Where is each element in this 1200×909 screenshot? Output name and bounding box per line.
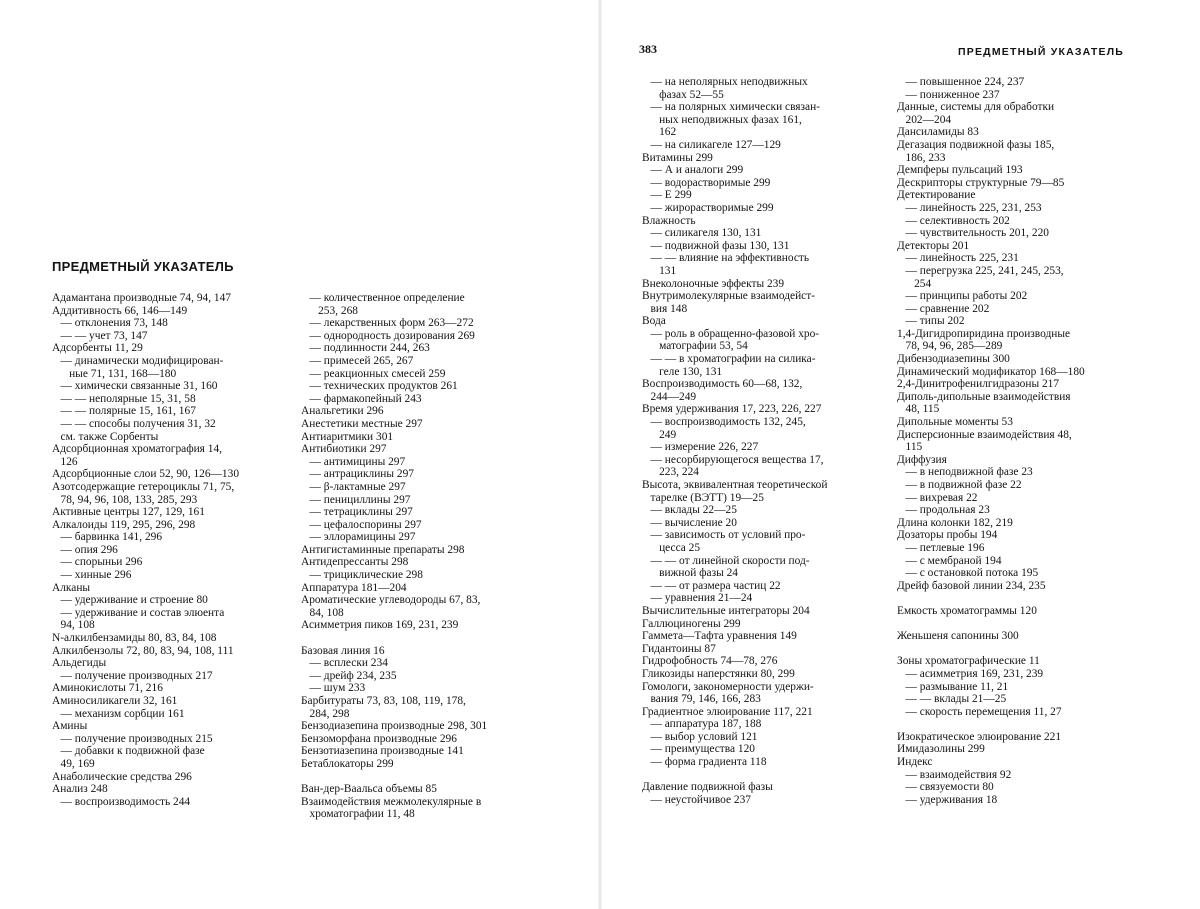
index-entry: 284, 298 bbox=[301, 707, 350, 720]
index-entry: — удерживания 18 bbox=[897, 793, 998, 806]
index-entry: — барвинка 141, 296 bbox=[52, 531, 163, 544]
index-entry: — — учет 73, 147 bbox=[52, 329, 148, 342]
index-entry: 84, 108 bbox=[301, 606, 344, 619]
index-entry: — технических продуктов 261 bbox=[301, 380, 458, 393]
index-entry: Аминосиликагели 32, 161 bbox=[52, 695, 178, 707]
index-entry: — жирорастворимые 299 bbox=[642, 201, 774, 214]
index-entry: Бензоморфана производные 296 bbox=[301, 732, 457, 745]
index-entry: — хинные 296 bbox=[52, 569, 132, 582]
index-entry: — на полярных химически связан- bbox=[642, 101, 820, 114]
index-entry: — с мембраной 194 bbox=[897, 554, 1002, 567]
index-entry: Дрейф базовой линии 234, 235 bbox=[897, 579, 1046, 592]
index-entry: 253, 268 bbox=[301, 304, 358, 317]
index-entry: 94, 108 bbox=[52, 619, 95, 632]
index-column-2 bbox=[301, 292, 551, 821]
index-entry: — в неподвижной фазе 23 bbox=[897, 466, 1033, 479]
index-entry: — химически связанные 31, 160 bbox=[52, 380, 218, 393]
index-entry: Зоны хроматографические 11 bbox=[897, 655, 1040, 668]
index-entry: — типы 202 bbox=[897, 315, 965, 328]
index-entry: Бетаблокаторы 299 bbox=[301, 757, 394, 770]
index-entry: — форма градиента 118 bbox=[642, 756, 767, 769]
index-entry: Асимметрия пиков 169, 231, 239 bbox=[301, 619, 459, 632]
index-entry: — селективность 202 bbox=[897, 214, 1010, 227]
index-entry: — измерение 226, 227 bbox=[642, 441, 759, 454]
index-entry: Высота, эквивалентная теоретической bbox=[642, 479, 828, 491]
index-entry: Бензодиазепина производные 298, 301 bbox=[301, 720, 488, 733]
index-entry: 115 bbox=[897, 441, 923, 454]
index-entry: Время удерживания 17, 223, 226, 227 bbox=[642, 403, 822, 416]
index-entry: Гомологи, закономерности удержи- bbox=[642, 680, 814, 693]
index-entry: 78, 94, 96, 285—289 bbox=[897, 340, 1003, 353]
index-entry: Антидепрессанты 298 bbox=[301, 556, 409, 569]
index-entry: Адамантана производные 74, 94, 147 bbox=[52, 292, 231, 304]
index-entry: Диффузия bbox=[897, 453, 947, 466]
index-entry: Антибиотики 297 bbox=[301, 443, 387, 456]
index-spacer bbox=[642, 769, 887, 782]
index-entry: — антимицины 297 bbox=[301, 455, 406, 468]
index-entry: Воспроизводимость 60—68, 132, bbox=[642, 378, 803, 391]
index-entry: Емкость хроматограммы 120 bbox=[897, 604, 1037, 617]
index-entry: Внеколоночные эффекты 239 bbox=[642, 277, 785, 290]
index-entry: Градиентное элюирование 117, 221 bbox=[642, 705, 813, 718]
index-entry: — воспроизводимость 132, 245, bbox=[642, 416, 806, 429]
index-spacer bbox=[897, 618, 1142, 631]
index-entry: 131 bbox=[642, 264, 677, 277]
index-entry: вия 148 bbox=[642, 302, 688, 315]
index-entry: Алкилбензолы 72, 80, 83, 94, 108, 111 bbox=[52, 644, 234, 657]
index-entry: — пониженное 237 bbox=[897, 88, 1000, 101]
section-title: ПРЕДМЕТНЫЙ УКАЗАТЕЛЬ bbox=[52, 259, 234, 274]
index-entry: Имидазолины 299 bbox=[897, 743, 985, 756]
index-entry: 78, 94, 96, 108, 133, 285, 293 bbox=[52, 493, 198, 506]
index-entry: Дибензодиазепины 300 bbox=[897, 353, 1010, 366]
index-entry: — трициклические 298 bbox=[301, 569, 423, 582]
index-entry: — антрациклины 297 bbox=[301, 468, 414, 481]
index-entry: Альдегиды bbox=[52, 657, 107, 670]
index-entry: Адсорбционные слои 52, 90, 126—130 bbox=[52, 468, 240, 481]
index-entry: — размывание 11, 21 bbox=[897, 680, 1009, 693]
index-entry: — воспроизводимость 244 bbox=[52, 795, 191, 808]
index-entry: тарелке (ВЭТТ) 19—25 bbox=[642, 491, 764, 504]
index-entry: — фармакопейный 243 bbox=[301, 392, 422, 405]
index-entry: Динамический модификатор 168—180 bbox=[897, 365, 1085, 378]
index-entry: хроматографии 11, 48 bbox=[301, 808, 415, 821]
index-entry: — β-лактамные 297 bbox=[301, 480, 406, 493]
index-entry: — с остановкой потока 195 bbox=[897, 567, 1039, 580]
index-entry: — линейность 225, 231 bbox=[897, 252, 1019, 265]
index-entry: ные 71, 131, 168—180 bbox=[52, 367, 177, 380]
index-entry: — — от линейной скорости под- bbox=[642, 554, 810, 567]
index-entry: — тетрациклины 297 bbox=[301, 506, 413, 519]
index-entry: — примесей 265, 267 bbox=[301, 354, 414, 367]
index-entry: — принципы работы 202 bbox=[897, 290, 1028, 303]
index-entry: — — в хроматографии на силика- bbox=[642, 353, 816, 366]
index-entry: — — полярные 15, 161, 167 bbox=[52, 405, 196, 418]
index-entry: — асимметрия 169, 231, 239 bbox=[897, 667, 1044, 680]
index-entry: Индекс bbox=[897, 756, 933, 769]
index-entry: — вклады 22—25 bbox=[642, 504, 737, 517]
index-entry: — количественное определение bbox=[301, 292, 465, 304]
index-entry: — добавки к подвижной фазе bbox=[52, 745, 205, 758]
index-entry: Ароматические углеводороды 67, 83, bbox=[301, 594, 481, 607]
index-entry: Дансиламиды 83 bbox=[897, 126, 979, 139]
index-entry: Аппаратура 181—204 bbox=[301, 581, 407, 594]
index-entry: Бензотиазепина производные 141 bbox=[301, 745, 464, 758]
index-entry: — удерживание и состав элюента bbox=[52, 606, 225, 619]
index-entry: вижной фазы 24 bbox=[642, 567, 738, 580]
index-entry: Дескрипторы структурные 79—85 bbox=[897, 176, 1065, 189]
index-entry: Демпферы пульсаций 193 bbox=[897, 164, 1023, 177]
index-spacer bbox=[897, 718, 1142, 731]
index-entry: — перегрузка 225, 241, 245, 253, bbox=[897, 264, 1064, 277]
index-entry: — Е 299 bbox=[642, 189, 692, 202]
index-entry: фазах 52—55 bbox=[642, 88, 724, 101]
index-entry: — выбор условий 121 bbox=[642, 730, 758, 743]
index-column-1 bbox=[52, 292, 292, 808]
index-entry: — шум 233 bbox=[301, 682, 366, 695]
index-entry: N-алкилбензамиды 80, 83, 84, 108 bbox=[52, 632, 217, 645]
index-entry: Анальгетики 296 bbox=[301, 405, 384, 418]
index-entry: — на неполярных неподвижных bbox=[642, 76, 808, 88]
index-entry: 162 bbox=[642, 126, 677, 139]
index-entry: — — вклады 21—25 bbox=[897, 693, 1007, 706]
index-spacer bbox=[897, 643, 1142, 656]
index-entry: — водорастворимые 299 bbox=[642, 176, 771, 189]
index-entry: Давление подвижной фазы bbox=[642, 781, 773, 794]
index-entry: Взаимодействия межмолекулярные в bbox=[301, 795, 482, 808]
index-entry: Гаммета—Тафта уравнения 149 bbox=[642, 630, 797, 643]
index-entry: 249 bbox=[642, 428, 677, 441]
index-entry: Галлюциногены 299 bbox=[642, 617, 741, 630]
index-entry: Женьшеня сапонины 300 bbox=[897, 630, 1019, 643]
index-entry: вания 79, 146, 166, 283 bbox=[642, 693, 761, 706]
index-entry: — лекарственных форм 263—272 bbox=[301, 317, 474, 330]
index-entry: — пенициллины 297 bbox=[301, 493, 411, 506]
index-entry: 49, 169 bbox=[52, 757, 95, 770]
index-column-4 bbox=[897, 76, 1142, 806]
index-entry: — отклонения 73, 148 bbox=[52, 317, 168, 330]
index-entry: — опия 296 bbox=[52, 543, 118, 556]
index-entry: — однородность дозирования 269 bbox=[301, 329, 475, 342]
index-entry: — эллорамицины 297 bbox=[301, 531, 416, 544]
index-entry: — в подвижной фазе 22 bbox=[897, 479, 1022, 491]
index-entry: геле 130, 131 bbox=[642, 365, 723, 378]
right-page bbox=[600, 0, 1200, 909]
index-entry: — — неполярные 15, 31, 58 bbox=[52, 392, 196, 405]
index-entry: Гидантоины 87 bbox=[642, 642, 716, 655]
index-entry: Данные, системы для обработки bbox=[897, 101, 1055, 114]
index-entry: — преимущества 120 bbox=[642, 743, 755, 756]
index-entry: Влажность bbox=[642, 214, 696, 227]
index-entry: ных неподвижных фазах 161, bbox=[642, 113, 802, 126]
index-spacer bbox=[301, 632, 551, 645]
index-entry: — сравнение 202 bbox=[897, 302, 990, 315]
index-entry: — повышенное 224, 237 bbox=[897, 76, 1025, 88]
index-entry: Детектирование bbox=[897, 189, 976, 202]
index-entry: Дозаторы пробы 194 bbox=[897, 529, 998, 542]
index-entry: Аддитивность 66, 146—149 bbox=[52, 304, 188, 317]
index-entry: — вычисление 20 bbox=[642, 516, 737, 529]
index-entry: Антигистаминные препараты 298 bbox=[301, 543, 465, 556]
index-entry: — вихревая 22 bbox=[897, 491, 978, 504]
index-entry: — — влияние на эффективность bbox=[642, 252, 810, 265]
index-entry: Антиаритмики 301 bbox=[301, 430, 394, 443]
index-spacer bbox=[301, 771, 551, 784]
index-entry: Дегазация подвижной фазы 185, bbox=[897, 138, 1055, 151]
index-entry: — подлинности 244, 263 bbox=[301, 342, 430, 355]
index-entry: Анестетики местные 297 bbox=[301, 417, 423, 430]
index-entry: 223, 224 bbox=[642, 466, 699, 479]
index-entry: Дисперсионные взаимодействия 48, bbox=[897, 428, 1072, 441]
index-entry: — чувствительность 201, 220 bbox=[897, 227, 1049, 240]
index-entry: 48, 115 bbox=[897, 403, 940, 416]
index-entry: Барбитураты 73, 83, 108, 119, 178, bbox=[301, 695, 466, 707]
index-entry: цесса 25 bbox=[642, 541, 701, 554]
index-entry: — несорбирующегося вещества 17, bbox=[642, 453, 824, 466]
index-entry: — получение производных 215 bbox=[52, 732, 213, 745]
index-entry: — линейность 225, 231, 253 bbox=[897, 201, 1042, 214]
index-entry: Вода bbox=[642, 315, 666, 328]
index-entry: — — от размера частиц 22 bbox=[642, 579, 781, 592]
index-entry: Алканы bbox=[52, 581, 91, 594]
index-entry: — связуемости 80 bbox=[897, 781, 994, 794]
index-entry: — подвижной фазы 130, 131 bbox=[642, 239, 790, 252]
index-entry: Ван-дер-Ваальса объемы 85 bbox=[301, 783, 437, 796]
index-entry: 244—249 bbox=[642, 390, 697, 403]
index-entry: Алкалоиды 119, 295, 296, 298 bbox=[52, 518, 196, 531]
index-entry: Анаболические средства 296 bbox=[52, 770, 192, 783]
index-spacer bbox=[897, 592, 1142, 605]
index-entry: Гидрофобность 74—78, 276 bbox=[642, 655, 778, 668]
index-entry: см. также Сорбенты bbox=[52, 430, 159, 443]
index-entry: — получение производных 217 bbox=[52, 669, 213, 682]
index-entry: Витамины 299 bbox=[642, 151, 713, 164]
index-entry: — реакционных смесей 259 bbox=[301, 367, 446, 380]
index-entry: Детекторы 201 bbox=[897, 239, 970, 252]
index-entry: — взаимодействия 92 bbox=[897, 768, 1012, 781]
index-entry: 126 bbox=[52, 455, 78, 468]
index-entry: — неустойчивое 237 bbox=[642, 793, 751, 806]
index-entry: — аппаратура 187, 188 bbox=[642, 718, 762, 731]
index-entry: Базовая линия 16 bbox=[301, 644, 385, 657]
index-entry: — дрейф 234, 235 bbox=[301, 669, 397, 682]
index-entry: Диполь-дипольные взаимодействия bbox=[897, 390, 1071, 403]
index-entry: Дипольные моменты 53 bbox=[897, 416, 1013, 429]
index-entry: Изократическое элюирование 221 bbox=[897, 730, 1062, 743]
index-entry: — зависимость от условий про- bbox=[642, 529, 806, 542]
running-head: ПРЕДМЕТНЫЙ УКАЗАТЕЛЬ bbox=[958, 46, 1125, 58]
index-entry: Гликозиды наперстянки 80, 299 bbox=[642, 667, 795, 680]
index-entry: — удерживание и строение 80 bbox=[52, 594, 208, 607]
index-entry: Адсорбционная хроматография 14, bbox=[52, 443, 222, 456]
index-entry: Адсорбенты 11, 29 bbox=[52, 342, 143, 355]
index-entry: 186, 233 bbox=[897, 151, 946, 164]
index-entry: — продольная 23 bbox=[897, 504, 990, 517]
index-entry: — роль в обращенно-фазовой хро- bbox=[642, 327, 820, 340]
index-entry: — спорыньи 296 bbox=[52, 556, 143, 569]
index-entry: — уравнения 21—24 bbox=[642, 592, 753, 605]
index-entry: 254 bbox=[897, 277, 932, 290]
index-entry: — цефалоспорины 297 bbox=[301, 518, 422, 531]
index-entry: — петлевые 196 bbox=[897, 541, 985, 554]
index-entry: 202—204 bbox=[897, 113, 952, 126]
index-entry: Активные центры 127, 129, 161 bbox=[52, 506, 205, 519]
index-entry: 1,4-Дигидропиридина производные bbox=[897, 327, 1071, 340]
index-entry: Длина колонки 182, 219 bbox=[897, 516, 1013, 529]
index-entry: — — способы получения 31, 32 bbox=[52, 417, 216, 430]
index-entry: — на силикагеле 127—129 bbox=[642, 138, 781, 151]
index-column-3 bbox=[642, 76, 887, 806]
index-entry: — динамически модифицирован- bbox=[52, 354, 224, 367]
index-entry: Анализ 248 bbox=[52, 783, 108, 796]
index-entry: Вычислительные интеграторы 204 bbox=[642, 604, 810, 617]
index-entry: — А и аналоги 299 bbox=[642, 164, 744, 177]
index-entry: Внутримолекулярные взаимодейст- bbox=[642, 290, 816, 303]
index-entry: Азотсодержащие гетероциклы 71, 75, bbox=[52, 480, 235, 493]
index-entry: Амины bbox=[52, 720, 88, 733]
index-entry: — всплески 234 bbox=[301, 657, 388, 670]
index-entry: матографии 53, 54 bbox=[642, 340, 748, 353]
index-entry: — силикагеля 130, 131 bbox=[642, 227, 762, 240]
page-number: 383 bbox=[639, 42, 657, 56]
index-entry: 2,4-Динитрофенилгидразоны 217 bbox=[897, 378, 1060, 391]
index-entry: — механизм сорбции 161 bbox=[52, 707, 185, 720]
index-entry: — скорость перемещения 11, 27 bbox=[897, 705, 1062, 718]
index-entry: Аминокислоты 71, 216 bbox=[52, 682, 163, 695]
